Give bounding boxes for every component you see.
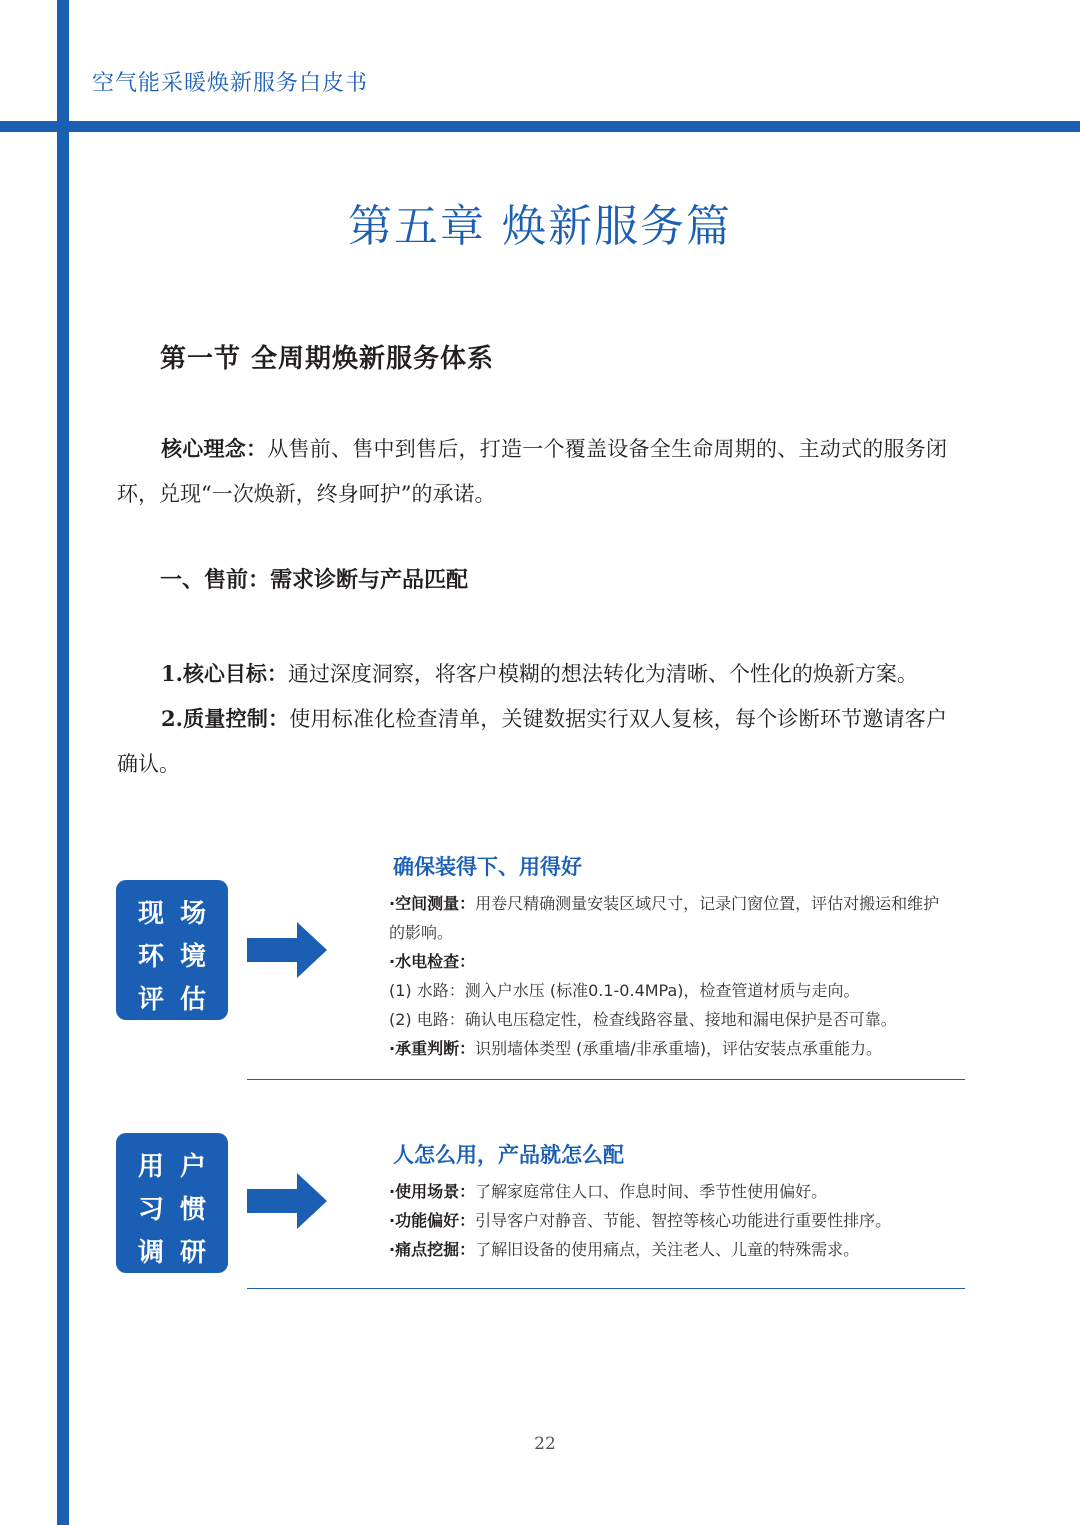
right-arrow-icon [247, 1173, 327, 1229]
badge-char: 境 [179, 942, 206, 972]
item-text: 用卷尺精确测量安装区域尺寸，记录门窗位置，评估对搬运和维护的影响。 [389, 894, 940, 942]
item-label: ·承重判断： [389, 1039, 476, 1058]
item-text: 引导客户对静音、节能、智控等核心功能进行重要性排序。 [475, 1211, 892, 1230]
badge-char: 用 [137, 1152, 164, 1182]
qc-paragraph [117, 696, 947, 787]
list-item [389, 1005, 949, 1034]
chapter-title: 第五章 焕新服务篇 [348, 201, 732, 252]
list-item [389, 1235, 949, 1264]
core-idea-text: 从售前、售中到售后，打造一个覆盖设备全生命周期的、主动式的服务闭环，兑现“一次焕新，终身呵护”的承诺。 [117, 437, 947, 506]
item-text: 识别墙体类型 (承重墙/非承重墙)，评估安装点承重能力。 [475, 1039, 883, 1058]
badge-char: 户 [179, 1152, 206, 1182]
badge-char: 研 [179, 1238, 206, 1268]
list-item [389, 976, 949, 1005]
site-assessment-title: 确保装得下、用得好 [393, 855, 582, 879]
goal-text: 通过深度洞察，将客户模糊的想法转化为清晰、个性化的焕新方案。 [287, 662, 918, 686]
goal-label: 1.核心目标： [161, 661, 288, 686]
badge-char: 习 [137, 1195, 164, 1225]
item-label: ·功能偏好： [389, 1211, 476, 1230]
item-label: ·水电检查： [389, 952, 476, 971]
qc-label: 2.质量控制： [161, 706, 290, 731]
site-assessment-list [389, 889, 949, 1063]
section-title: 第一节 全周期焕新服务体系 [160, 344, 495, 374]
divider [247, 1288, 965, 1289]
badge-char: 场 [179, 899, 206, 929]
item-label: ·空间测量： [389, 894, 476, 913]
header-accent-bar [0, 121, 1080, 132]
list-item [389, 1034, 949, 1063]
item-text: 了解家庭常住人口、作息时间、季节性使用偏好。 [475, 1182, 828, 1201]
list-item [389, 1177, 949, 1206]
core-idea-label: 核心理念： [161, 436, 268, 461]
right-arrow-icon [247, 922, 327, 978]
badge-char: 惯 [179, 1195, 206, 1225]
list-item [389, 1206, 949, 1235]
qc-text: 使用标准化检查清单，关键数据实行双人复核，每个诊断环节邀请客户确认。 [117, 707, 947, 776]
goal-paragraph [117, 651, 947, 697]
divider [247, 1079, 965, 1080]
badge-char: 环 [137, 942, 164, 972]
item-text: (2) 电路：确认电压稳定性，检查线路容量、接地和漏电保护是否可靠。 [389, 1010, 897, 1029]
item-text: (1) 水路：测入户水压 (标准0.1-0.4MPa)，检查管道材质与走向。 [389, 981, 860, 1000]
user-habit-badge [116, 1133, 228, 1273]
item-text: 了解旧设备的使用痛点，关注老人、儿童的特殊需求。 [475, 1240, 860, 1259]
badge-char: 现 [137, 899, 164, 929]
badge-char: 评 [137, 985, 164, 1015]
item-label: ·使用场景： [389, 1182, 476, 1201]
page-number: 22 [534, 1434, 556, 1454]
site-assessment-badge [116, 880, 228, 1020]
user-habit-title: 人怎么用，产品就怎么配 [393, 1143, 624, 1167]
item-label: ·痛点挖掘： [389, 1240, 476, 1259]
core-idea-paragraph [117, 426, 947, 517]
list-item [389, 947, 949, 976]
badge-char: 估 [179, 985, 206, 1015]
user-habit-list [389, 1177, 949, 1264]
presale-heading: 一、售前：需求诊断与产品匹配 [160, 567, 469, 593]
badge-char: 调 [137, 1238, 164, 1268]
list-item [389, 889, 949, 947]
document-title: 空气能采暖焕新服务白皮书 [92, 71, 369, 96]
